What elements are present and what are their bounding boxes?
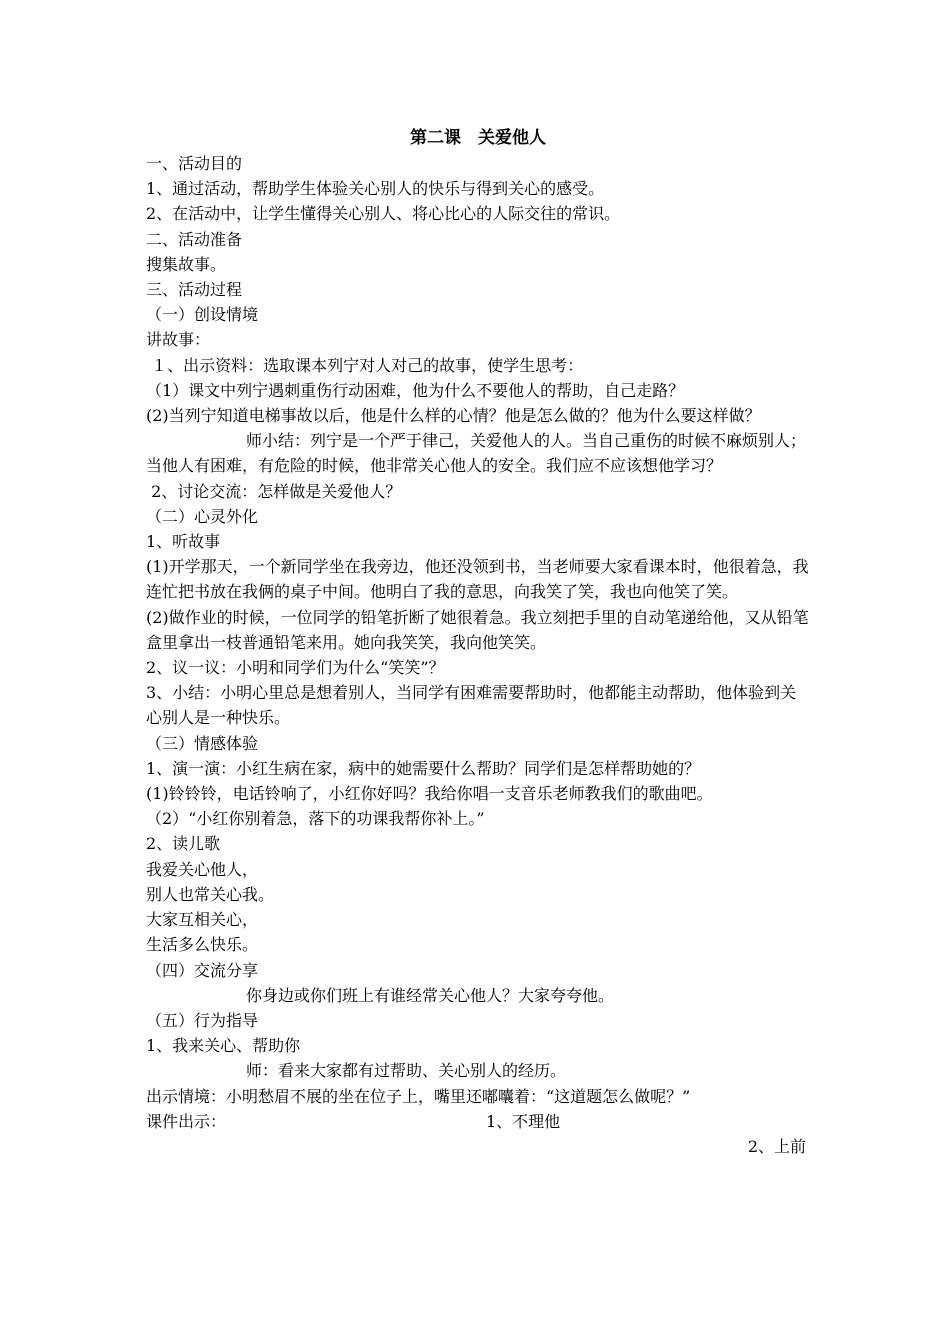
poem-line: 我爱关心他人， <box>146 859 259 879</box>
subsection-heading: （三）情感体验 <box>146 733 259 753</box>
paragraph: 师：看来大家都有过帮助、关心别人的经历。 <box>246 1061 567 1081</box>
document-page <box>146 125 810 1159</box>
subsection-heading: （五）行为指导 <box>146 1010 259 1030</box>
poem-line: 生活多么快乐。 <box>146 935 259 955</box>
paragraph: 1、演一演：小红生病在家，病中的她需要什么帮助？同学们是怎样帮助她的？ <box>146 758 701 778</box>
paragraph: 讲故事： <box>146 330 211 350</box>
paragraph: (1)铃铃铃，电话铃响了，小红你好吗？我给你唱一支音乐老师教我们的歌曲吧。 <box>146 784 713 804</box>
paragraph: 2、议一议：小明和同学们为什么“笑笑”？ <box>146 658 445 678</box>
subsection-heading: （一）创设情境 <box>146 305 259 325</box>
question-item: （1）课文中列宁遇刺重伤行动困难，他为什么不要他人的帮助，自己走路？ <box>146 380 685 400</box>
paragraph: 3、小结：小明心里总是想着别人，当同学有困难需要帮助时，他都能主动帮助，他体验到关心别人是一种快乐。 <box>146 683 797 728</box>
paragraph: 2、讨论交流：怎样做是关爱他人？ <box>146 481 402 501</box>
paragraph: 你身边或你们班上有谁经常关心他人？大家夸夸他。 <box>246 985 615 1005</box>
story-item: (1)开学那天，一个新同学坐在我旁边，他还没领到书，当老师要大家看课本时，他很着急，我连忙把书放在我俩的桌子中间。他明白了我的意思，向我笑了笑，我也向他笑了笑。 <box>146 557 809 602</box>
goal-item: 2、在活动中，让学生懂得关心别人、将心比心的人际交往的常识。 <box>146 204 621 224</box>
paragraph: 出示情境：小明愁眉不展的坐在位子上，嘴里还嘟囔着：“这道题怎么做呢？” <box>146 1086 691 1106</box>
paragraph: 1、我来关心、帮助你 <box>146 1036 301 1056</box>
courseware-option: 2、上前 <box>747 1136 806 1156</box>
poem-line: 别人也常关心我。 <box>146 884 275 904</box>
section-heading-goals: 一、活动目的 <box>146 154 243 173</box>
document-title: 第二课 关爱他人 <box>410 128 546 148</box>
paragraph: 2、读儿歌 <box>146 834 221 854</box>
section-heading-preparation: 二、活动准备 <box>146 229 243 249</box>
question-item: (2)当列宁知道电梯事故以后，他是什么样的心情？他是怎么做的？他为什么要这样做？ <box>146 406 761 426</box>
paragraph: 1、听故事 <box>146 532 221 552</box>
paragraph: １、出示资料：选取课本列宁对人对己的故事，使学生思考： <box>146 355 584 375</box>
subsection-heading: （二）心灵外化 <box>146 506 259 526</box>
courseware-option: 1、不理他 <box>486 1111 561 1131</box>
goal-item: 1、通过活动，帮助学生体验关心别人的快乐与得到关心的感受。 <box>146 179 605 199</box>
section-heading-process: 三、活动过程 <box>146 280 243 300</box>
poem-line: 大家互相关心， <box>146 910 259 930</box>
courseware-label: 课件出示： <box>146 1111 227 1131</box>
subsection-heading: （四）交流分享 <box>146 960 259 980</box>
teacher-summary: 师小结：列宁是一个严于律己，关爱他人的人。当自己重伤的时候不麻烦别人；当他人有困难，有危险的时候，他非常关心他人的安全。我们应不应该想他学习？ <box>146 431 807 476</box>
courseware-row <box>146 1109 810 1134</box>
story-item: (2)做作业的时候，一位同学的铅笔折断了她很着急。我立刻把手里的自动笔递给他，又从铅笔盒里拿出一枝普通铅笔来用。她向我笑笑，我向他笑笑。 <box>146 607 809 652</box>
paragraph: （2）“小红你别着急，落下的功课我帮你补上。” <box>146 809 485 829</box>
preparation-text: 搜集故事。 <box>146 254 227 274</box>
